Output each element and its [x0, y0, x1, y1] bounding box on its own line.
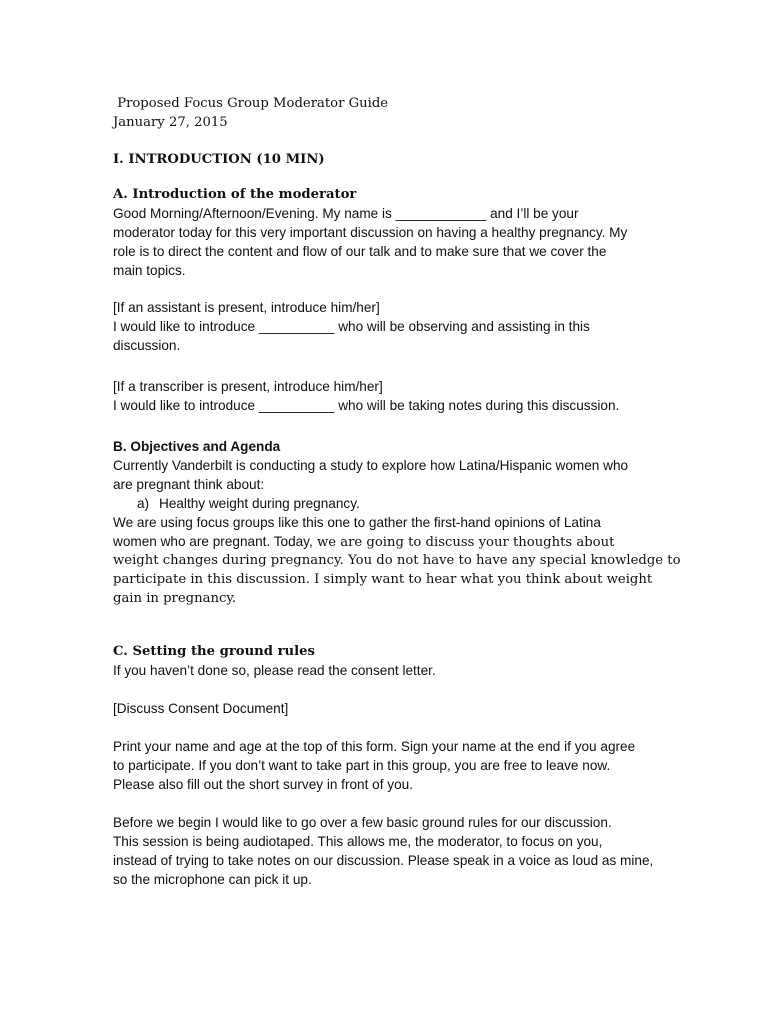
- document-header: [113, 94, 673, 132]
- paragraph-fragment: we are going to discuss your thoughts about: [312, 535, 615, 550]
- paragraph-line: I would like to introduce __________ who will be observing and assisting in this: [113, 319, 590, 334]
- list-item: [113, 494, 673, 513]
- document-date: January 27, 2015: [113, 115, 228, 130]
- paragraph-line: Currently Vanderbilt is conducting a study to explore how Latina/Hispanic women who: [113, 458, 629, 473]
- paragraph-line: are pregnant think about:: [113, 477, 265, 492]
- paragraph-line: This session is being audiotaped. This allows me, the moderator, to focus on you,: [113, 834, 603, 849]
- paragraph-line: [If an assistant is present, introduce him/her]: [113, 300, 380, 315]
- paragraph-line: so the microphone can pick it up.: [113, 872, 312, 887]
- section-c-heading: C. Setting the ground rules: [113, 644, 315, 659]
- paragraph-line: discussion.: [113, 338, 181, 353]
- print-name-paragraph: [113, 737, 673, 794]
- paragraph-line: I would like to introduce __________ who will be taking notes during this discussion.: [113, 398, 620, 413]
- section-introduction-heading: I. INTRODUCTION (10 MIN): [113, 152, 325, 167]
- paragraph-line: to participate. If you don’t want to take part in this group, you are free to leave now.: [113, 758, 611, 773]
- paragraph-line: Please also fill out the short survey in front of you.: [113, 777, 413, 792]
- paragraph-line: instead of trying to take notes on our discussion. Please speak in a voice as loud as mine,: [113, 853, 654, 868]
- section-a-heading: A. Introduction of the moderator: [113, 187, 357, 202]
- list-item-text: Healthy weight during pregnancy.: [159, 496, 360, 511]
- document-title: Proposed Focus Group Moderator Guide: [113, 96, 389, 111]
- paragraph-line: weight changes during pregnancy. You do not have to have any special knowledge to: [113, 553, 681, 568]
- paragraph-line: participate in this discussion. I simply want to hear what you think about weight: [113, 572, 653, 587]
- consent-line: If you haven’t done so, please read the consent letter.: [113, 663, 436, 678]
- section-b-body: [113, 551, 681, 608]
- ground-rules-paragraph: [113, 813, 673, 889]
- discuss-consent-note: [Discuss Consent Document]: [113, 701, 289, 716]
- paragraph-fragment: women who are pregnant. Today,: [113, 534, 313, 549]
- assistant-paragraph: [113, 298, 673, 355]
- paragraph-line: role is to direct the content and flow of our talk and to make sure that we cover the: [113, 244, 607, 259]
- paragraph-line: [113, 532, 673, 552]
- list-marker: a): [137, 496, 150, 511]
- paragraph-line: main topics.: [113, 263, 186, 278]
- paragraph-line: Before we begin I would like to go over a few basic ground rules for our discussion.: [113, 815, 612, 830]
- paragraph-line: Good Morning/Afternoon/Evening. My name is ____________ and I’ll be your: [113, 206, 579, 221]
- paragraph-line: We are using focus groups like this one to gather the first-hand opinions of Latina: [113, 515, 601, 530]
- section-b-intro: [113, 456, 673, 552]
- paragraph-line: [If a transcriber is present, introduce him/her]: [113, 379, 383, 394]
- paragraph-line: Print your name and age at the top of this form. Sign your name at the end if you agree: [113, 739, 636, 754]
- transcriber-paragraph: [113, 377, 673, 415]
- section-b-heading: B. Objectives and Agenda: [113, 439, 281, 454]
- paragraph-line: gain in pregnancy.: [113, 591, 237, 606]
- paragraph-line: moderator today for this very important discussion on having a healthy pregnancy. My: [113, 225, 628, 240]
- section-a-paragraph: [113, 204, 673, 280]
